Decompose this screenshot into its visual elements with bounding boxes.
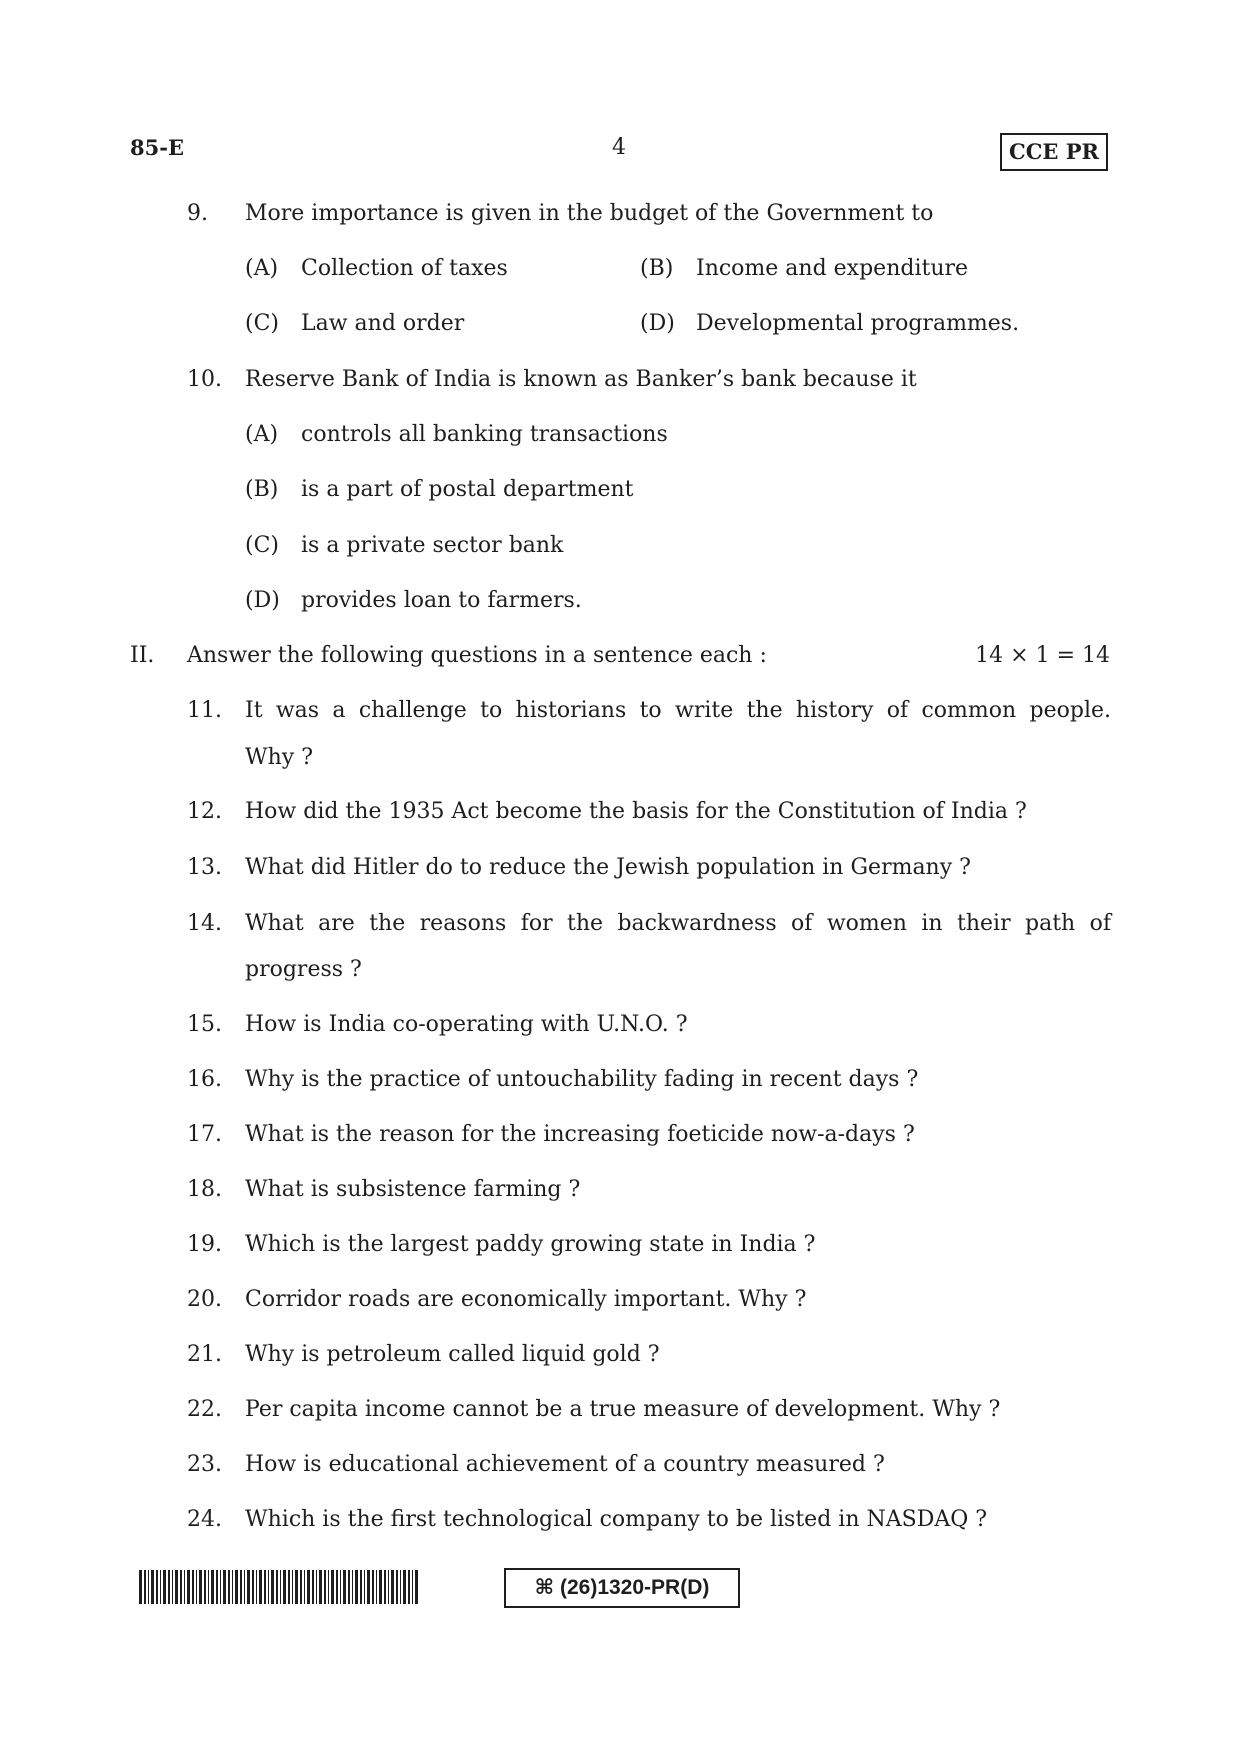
question-number: 21. (187, 1342, 222, 1367)
question-text: Why is petroleum called liquid gold ? (245, 1342, 660, 1367)
question-text: How did the 1935 Act become the basis for the Constitution of India ? (245, 799, 1027, 824)
barcode-bar (259, 1570, 262, 1604)
barcode-bar (340, 1570, 341, 1604)
question-number: 12. (187, 799, 222, 824)
barcode-bar (271, 1570, 274, 1604)
barcode-bar (379, 1570, 382, 1604)
option-letter: (D) (640, 311, 675, 336)
question-number: 10. (187, 367, 222, 392)
barcode-bar (175, 1570, 178, 1604)
barcode-bar (283, 1570, 286, 1604)
barcode-bar (160, 1570, 161, 1604)
question-text: What is subsistence farming ? (245, 1177, 581, 1202)
barcode-bar (268, 1570, 269, 1604)
barcode-bar (331, 1570, 334, 1604)
barcode-bar (172, 1570, 173, 1604)
barcode-bar (403, 1570, 406, 1604)
barcode-bar (252, 1570, 254, 1604)
barcode-bar (151, 1570, 154, 1604)
barcode-bar (388, 1570, 389, 1604)
barcode-bar (352, 1570, 353, 1604)
barcode-bar (168, 1570, 170, 1604)
barcode-bar (316, 1570, 317, 1604)
question-text: What is the reason for the increasing foeticide now-a-days ? (245, 1122, 915, 1147)
barcode-bar (280, 1570, 281, 1604)
barcode-bar (139, 1570, 142, 1604)
question-number: 11. (187, 698, 222, 723)
question-text: How is India co-operating with U.N.O. ? (245, 1012, 688, 1037)
barcode-bar (240, 1570, 242, 1604)
option-letter: (B) (245, 477, 279, 502)
barcode-bar (295, 1570, 298, 1604)
series-label: CCE PR (1000, 133, 1108, 171)
barcode-bar (232, 1570, 233, 1604)
barcode-bar (372, 1570, 374, 1604)
page-number: 4 (612, 135, 626, 160)
barcode-bar (300, 1570, 302, 1604)
option-letter: (B) (640, 256, 674, 281)
option-text: Income and expenditure (696, 256, 969, 281)
barcode-bar (336, 1570, 338, 1604)
barcode-bar (223, 1570, 226, 1604)
barcode-bar (384, 1570, 386, 1604)
option-text: is a private sector bank (301, 533, 564, 558)
question-number: 15. (187, 1012, 222, 1037)
question-number: 18. (187, 1177, 222, 1202)
barcode-bar (412, 1570, 413, 1604)
question-number: 24. (187, 1507, 222, 1532)
option-text: is a part of postal department (301, 477, 634, 502)
barcode-bar (192, 1570, 194, 1604)
command-icon: ⌘ (534, 1576, 555, 1599)
barcode-bar (187, 1570, 190, 1604)
barcode-bar (156, 1570, 158, 1604)
option-letter: (C) (245, 311, 279, 336)
question-text: Why is the practice of untouchability fading in recent days ? (245, 1067, 919, 1092)
question-text: Reserve Bank of India is known as Banker’s bank because it (245, 367, 917, 392)
barcode-graphic (139, 1570, 421, 1604)
option-letter: (A) (245, 422, 279, 447)
question-text-continued: progress ? (245, 957, 362, 982)
barcode-bar (408, 1570, 410, 1604)
barcode-bar (292, 1570, 293, 1604)
barcode-bar (220, 1570, 221, 1604)
section-roman: II. (130, 643, 155, 668)
question-text: Corridor roads are economically important. Why ? (245, 1287, 807, 1312)
option-text: Collection of taxes (301, 256, 508, 281)
barcode-bar (355, 1570, 358, 1604)
barcode-bar (364, 1570, 365, 1604)
option-letter: (C) (245, 533, 279, 558)
question-number: 19. (187, 1232, 222, 1257)
footer-code: (26)1320-PR(D) (559, 1576, 710, 1599)
barcode-bar (391, 1570, 394, 1604)
barcode-bar (360, 1570, 362, 1604)
barcode-bar (324, 1570, 326, 1604)
barcode-bar (376, 1570, 377, 1604)
question-number: 23. (187, 1452, 222, 1477)
barcode-bar (247, 1570, 250, 1604)
barcode-bar (328, 1570, 329, 1604)
question-text: More importance is given in the budget of the Government to (245, 201, 934, 226)
question-text: How is educational achievement of a country measured ? (245, 1452, 885, 1477)
barcode-bar (276, 1570, 278, 1604)
barcode-bar (288, 1570, 290, 1604)
option-letter: (A) (245, 256, 279, 281)
barcode-bar (396, 1570, 398, 1604)
barcode-bar (415, 1570, 418, 1604)
option-text: provides loan to farmers. (301, 588, 582, 613)
barcode-bar (304, 1570, 305, 1604)
barcode-bar (235, 1570, 238, 1604)
question-number: 17. (187, 1122, 222, 1147)
barcode-bar (367, 1570, 370, 1604)
barcode-bar (228, 1570, 230, 1604)
question-text: It was a challenge to historians to write the history of common people. (245, 698, 1111, 723)
section-instruction: Answer the following questions in a sentence each : (187, 643, 767, 668)
barcode-bar (211, 1570, 214, 1604)
question-text: Which is the first technological company to be listed in NASDAQ ? (245, 1507, 988, 1532)
question-text: What are the reasons for the backwardness of women in their path of (245, 911, 1111, 936)
barcode-bar (204, 1570, 206, 1604)
barcode-bar (216, 1570, 218, 1604)
barcode-bar (400, 1570, 401, 1604)
option-letter: (D) (245, 588, 280, 613)
barcode-bar (180, 1570, 182, 1604)
barcode-bar (348, 1570, 350, 1604)
question-number: 14. (187, 911, 222, 936)
barcode-bar (196, 1570, 197, 1604)
barcode-bar (148, 1570, 149, 1604)
barcode-bar (319, 1570, 322, 1604)
question-number: 22. (187, 1397, 222, 1422)
question-number: 16. (187, 1067, 222, 1092)
question-text: Per capita income cannot be a true measure of development. Why ? (245, 1397, 1001, 1422)
paper-code: 85-E (130, 135, 184, 160)
question-text: What did Hitler do to reduce the Jewish population in Germany ? (245, 855, 971, 880)
barcode-bar (312, 1570, 314, 1604)
barcode-bar (307, 1570, 310, 1604)
question-number: 13. (187, 855, 222, 880)
barcode-bar (199, 1570, 202, 1604)
question-number: 20. (187, 1287, 222, 1312)
barcode-bar (208, 1570, 209, 1604)
barcode-bar (343, 1570, 346, 1604)
section-marks: 14 × 1 = 14 (975, 643, 1110, 668)
option-text: controls all banking transactions (301, 422, 668, 447)
question-text-continued: Why ? (245, 745, 313, 770)
barcode-bar (163, 1570, 166, 1604)
question-number: 9. (187, 201, 208, 226)
barcode-bar (264, 1570, 266, 1604)
option-text: Developmental programmes. (696, 311, 1020, 336)
barcode (139, 1570, 421, 1604)
barcode-bar (256, 1570, 257, 1604)
option-text: Law and order (301, 311, 465, 336)
barcode-bar (244, 1570, 245, 1604)
footer-code-box (504, 1568, 740, 1608)
question-text: Which is the largest paddy growing state in India ? (245, 1232, 816, 1257)
barcode-bar (184, 1570, 185, 1604)
barcode-bar (144, 1570, 146, 1604)
